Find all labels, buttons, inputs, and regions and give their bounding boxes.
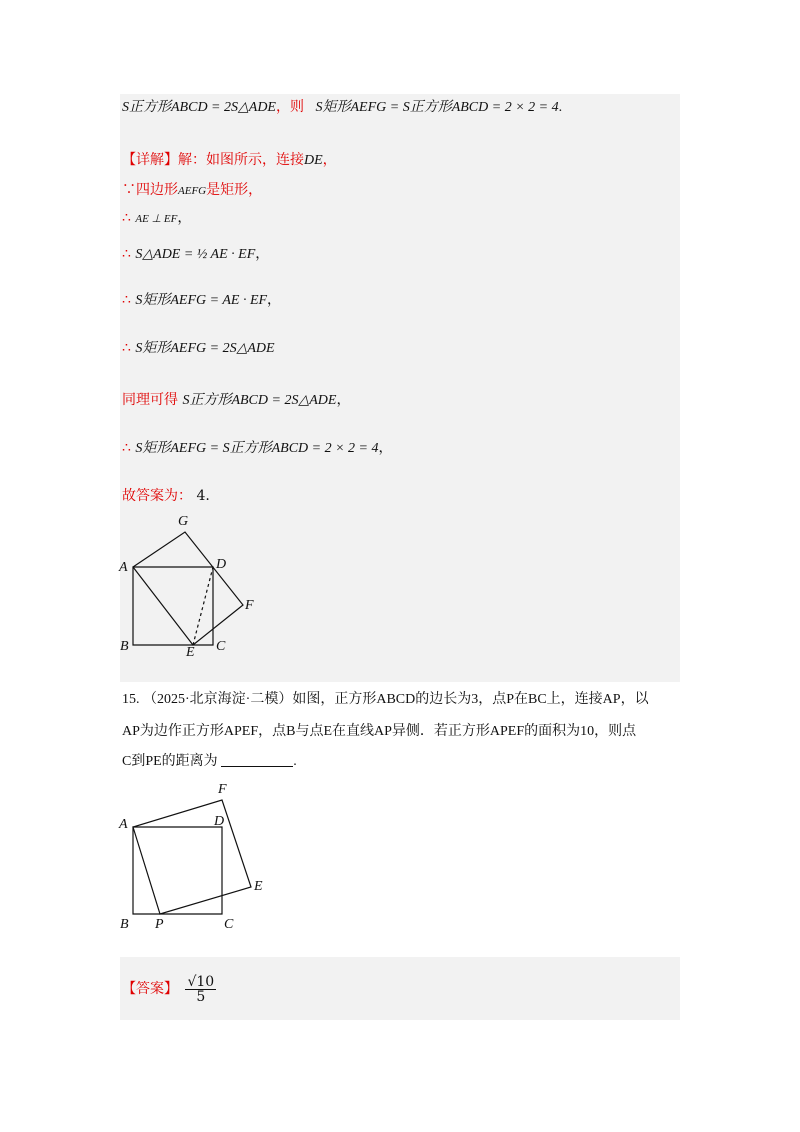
answer-line: 故答案为： 4. — [122, 488, 210, 504]
formula-square-eq: S正方形ABCD = 2S△ADE — [122, 100, 276, 115]
detail-text: 解：如图所示，连接 — [178, 152, 304, 168]
question-15-line-3: C到PE的距离为 . — [122, 754, 297, 769]
question-source: （2025·北京海淀·二模） — [143, 692, 293, 707]
label-g: G — [178, 514, 189, 529]
answer-value: 4 — [196, 488, 206, 504]
answer-blank[interactable] — [221, 752, 293, 767]
because-symbol: ∵ — [122, 182, 136, 198]
similarly-text: 同理可得 — [122, 392, 178, 408]
fraction-numerator: √10 — [187, 974, 215, 990]
label-b: B — [120, 917, 129, 932]
label-b: B — [120, 639, 129, 654]
formula-area-relation: S矩形AEFG = 2S△ADE — [135, 341, 275, 356]
connector-text: ，则 — [275, 100, 304, 115]
area-rel-line — [122, 338, 275, 359]
therefore-symbol-5: ∴ — [122, 440, 131, 456]
formula-area-rect: S矩形AEFG = AE · EF — [135, 293, 268, 308]
solution-line-0: S正方形ABCD = 2S△ADE，则 S矩形AEFG = S正方形ABCD = 2 × 2 = 4. — [122, 100, 563, 115]
detail-tag: 【详解】 — [122, 152, 178, 168]
figure-1-diagram — [112, 508, 272, 658]
question-text-2: AP为边作正方形APEF，点B与点E在直线AP异侧．若正方形APEF的面积为10，则点 — [122, 724, 637, 739]
area-tri-line: ∴ S△ADE = ½ AE · EF， — [122, 246, 270, 262]
label-f: F — [245, 598, 254, 613]
quad-name: AEFG — [178, 185, 207, 197]
label-e: E — [186, 645, 195, 658]
label-c: C — [224, 917, 234, 932]
question-text-3: C到PE的距离为 — [122, 754, 218, 769]
final-line: ∴ S矩形AEFG = S正方形ABCD = 2 × 2 = 4， — [122, 440, 393, 456]
therefore-symbol-1: ∴ — [122, 210, 131, 226]
rectangle-aefg — [133, 532, 243, 645]
question-text-1: 如图，正方形ABCD的边长为3，点P在BC上，连接AP，以 — [292, 692, 649, 707]
label-a: A — [119, 817, 128, 832]
therefore-symbol-4: ∴ — [122, 340, 131, 356]
label-c: C — [216, 639, 226, 654]
label-p: P — [155, 917, 164, 932]
quad-text: 四边形 — [136, 182, 178, 198]
because-line — [122, 180, 262, 201]
label-a: A — [119, 560, 128, 575]
square-abcd — [133, 567, 213, 645]
formula-similar: S正方形ABCD = 2S△ADE — [182, 393, 337, 408]
question-number: 15. — [122, 692, 140, 707]
question-15-line-1 — [122, 690, 649, 710]
detail-line: 【详解】解：如图所示，连接DE， — [122, 152, 337, 168]
similarly-line: 同理可得 S正方形ABCD = 2S△ADE， — [122, 392, 351, 408]
area-rect-line: ∴ S矩形AEFG = AE · EF， — [122, 292, 282, 308]
fraction-denominator: 5 — [196, 989, 206, 1005]
therefore-symbol-2: ∴ — [122, 246, 131, 262]
dashed-segment-de — [193, 567, 213, 645]
therefore-symbol-3: ∴ — [122, 292, 131, 308]
formula-area-triangle: S△ADE = ½ AE · EF — [135, 247, 256, 262]
label-d: D — [214, 814, 225, 829]
question-15-line-2 — [122, 722, 636, 742]
formula-rect-eq: S矩形AEFG = S正方形ABCD = 2 × 2 = 4 — [315, 100, 559, 115]
segment-de: DE — [304, 153, 323, 168]
figure-2-diagram — [112, 778, 272, 933]
formula-perp: AE ⊥ EF — [135, 213, 178, 225]
label-d: D — [216, 557, 227, 572]
label-e: E — [254, 879, 263, 894]
label-f: F — [218, 782, 227, 797]
is-rect-text: 是矩形， — [206, 182, 263, 198]
final-answer-line — [122, 975, 219, 1004]
answer-label: 故答案为： — [122, 488, 192, 504]
answer-fraction — [185, 975, 216, 1004]
answer-tag: 【答案】 — [122, 981, 178, 997]
square-apef — [133, 800, 251, 914]
perp-line: ∴ AE ⊥ EF， — [122, 210, 192, 226]
formula-final: S矩形AEFG = S正方形ABCD = 2 × 2 = 4 — [135, 441, 379, 456]
